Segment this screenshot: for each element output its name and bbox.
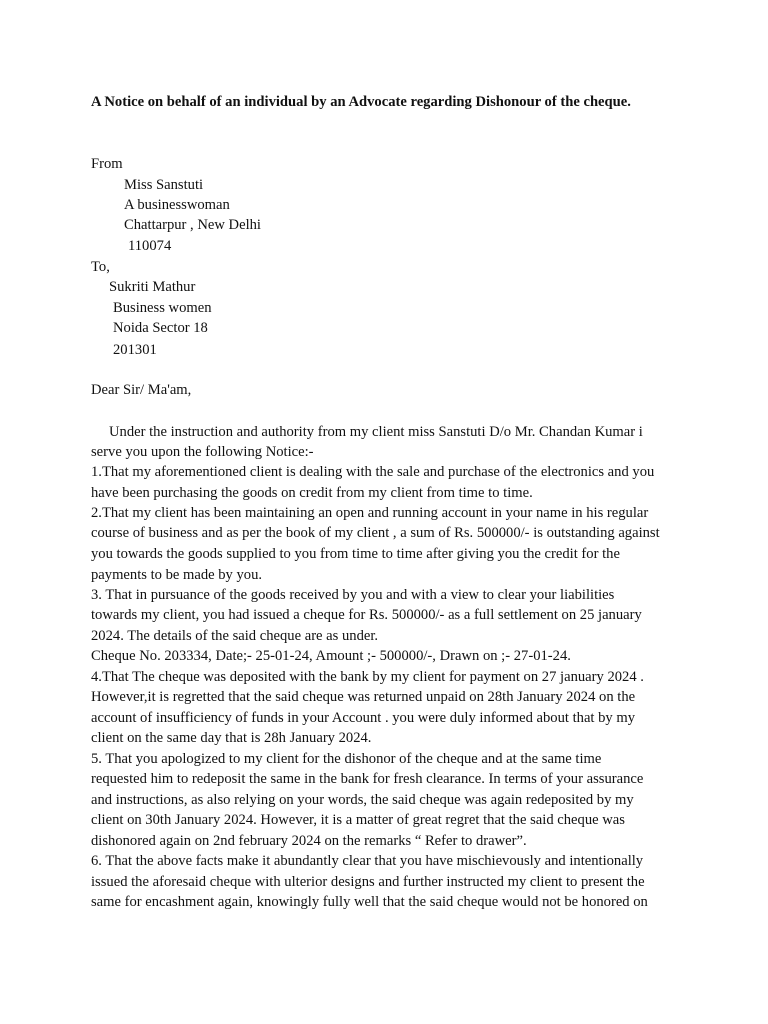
body-line: serve you upon the following Notice:- xyxy=(91,444,314,460)
from-name: Miss Sanstuti xyxy=(124,177,204,193)
body-line: account of insufficiency of funds in your Account . you were duly informed about that by my xyxy=(91,710,636,726)
body-line: issued the aforesaid cheque with ulterior designs and further instructed my client to present the xyxy=(91,874,645,890)
body-line: However,it is regretted that the said cheque was returned unpaid on 28th January 2024 on the xyxy=(91,689,636,705)
to-name: Sukriti Mathur xyxy=(109,279,196,295)
body-line: dishonored again on 2nd february 2024 on the remarks “ Refer to drawer”. xyxy=(91,833,527,849)
body-line: payments to be made by you. xyxy=(91,567,263,583)
body-line: client on the same day that is 28h January 2024. xyxy=(91,730,372,746)
to-label: To, xyxy=(91,259,110,275)
body-line: 3. That in pursuance of the goods received by you and with a view to clear your liabilities xyxy=(91,587,615,603)
body-line: 6. That the above facts make it abundantly clear that you have mischievously and intentionally xyxy=(91,853,644,869)
salutation: Dear Sir/ Ma'am, xyxy=(91,382,192,398)
from-pin: 110074 xyxy=(128,238,172,254)
document-title: A Notice on behalf of an individual by an Advocate regarding Dishonour of the cheque. xyxy=(91,94,631,110)
from-occupation: A businesswoman xyxy=(124,197,230,213)
to-pin: 201301 xyxy=(113,342,157,358)
body-line: requested him to redeposit the same in the bank for fresh clearance. In terms of your assurance xyxy=(91,771,644,787)
from-address: Chattarpur , New Delhi xyxy=(124,217,261,233)
body-line: you towards the goods supplied to you from time to time after giving you the credit for the xyxy=(91,546,620,562)
body-line: 2.That my client has been maintaining an open and running account in your name in his regular xyxy=(91,505,649,521)
body-line: and instructions, as also relying on your words, the said cheque was again redeposited by my xyxy=(91,792,634,808)
body-line: Cheque No. 203334, Date;- 25-01-24, Amount ;- 500000/-, Drawn on ;- 27-01-24. xyxy=(91,648,571,664)
body-line: have been purchasing the goods on credit from my client from time to time. xyxy=(91,485,533,501)
body-line: course of business and as per the book of my client , a sum of Rs. 500000/- is outstanding against xyxy=(91,525,660,541)
to-address: Noida Sector 18 xyxy=(113,320,208,336)
body-line: 4.That The cheque was deposited with the bank by my client for payment on 27 january 2024 . xyxy=(91,669,644,685)
body-line: 2024. The details of the said cheque are as under. xyxy=(91,628,379,644)
to-occupation: Business women xyxy=(113,300,212,316)
body-line: same for encashment again, knowingly fully well that the said cheque would not be honored on xyxy=(91,894,648,910)
body-line: Under the instruction and authority from my client miss Sanstuti D/o Mr. Chandan Kumar i xyxy=(109,424,643,440)
body-line: 5. That you apologized to my client for the dishonor of the cheque and at the same time xyxy=(91,751,602,767)
body-line: 1.That my aforementioned client is dealing with the sale and purchase of the electronics and you xyxy=(91,464,655,480)
from-label: From xyxy=(91,156,123,172)
body-line: client on 30th January 2024. However, it is a matter of great regret that the said cheque was xyxy=(91,812,625,828)
body-line: towards my client, you had issued a cheque for Rs. 500000/- as a full settlement on 25 january xyxy=(91,607,642,623)
